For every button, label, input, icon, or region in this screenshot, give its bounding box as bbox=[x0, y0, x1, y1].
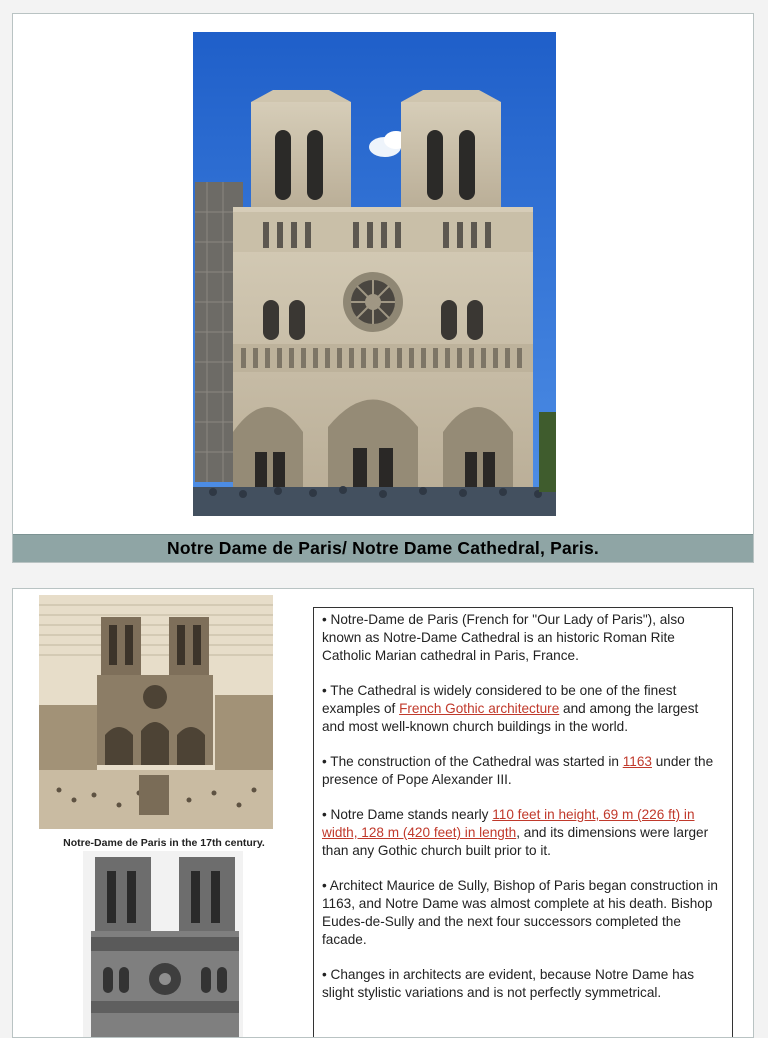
cathedral-photo bbox=[193, 32, 556, 516]
engraving-caption: Notre-Dame de Paris in the 17th century. bbox=[63, 837, 265, 849]
link-1163[interactable]: 1163 bbox=[622, 754, 652, 769]
paragraph-gothic: • The Cathedral is widely considered to be one of the finest examples of French Gothic architecture and among the largest and most well-known church buildings in the world. bbox=[322, 683, 699, 734]
paragraph-architect: • Architect Maurice de Sully, Bishop of Paris began construction in 1163, and Notre Dame was almost complete at his death. Bishop Eudes-de-Sully and the next four successors completed the facade. bbox=[322, 878, 718, 947]
paragraph-name: • Notre-Dame de Paris (French for "Our Lady of Paris"), also known as Notre-Dame Cathedral is an historic Roman Rite Catholic Marian cathedral in Paris, France. bbox=[322, 612, 685, 663]
paragraph-changes: • Changes in architects are evident, because Notre Dame has slight stylistic variations and is not perfectly symmetrical. bbox=[322, 967, 694, 1000]
engraving-facade bbox=[83, 851, 243, 1038]
link-dimensions[interactable]: 110 feet in height, 69 m (226 ft) in width, 128 m (420 feet) in length bbox=[322, 807, 695, 840]
paragraph-dimensions: • Notre Dame stands nearly 110 feet in height, 69 m (226 ft) in width, 128 m (420 feet) in length, and its dimensions were larger than any Gothic church built prior to it. bbox=[322, 807, 709, 858]
slide-cathedral-photo bbox=[12, 13, 754, 563]
link-french-gothic[interactable]: French Gothic architecture bbox=[399, 701, 560, 716]
title-bar bbox=[13, 534, 753, 562]
slide-cathedral-info bbox=[12, 588, 754, 1038]
slide-title: Notre Dame de Paris/ Notre Dame Cathedral, Paris. bbox=[167, 538, 599, 558]
description-text-box bbox=[313, 607, 733, 1038]
paragraph-construction: • The construction of the Cathedral was started in 1163 under the presence of Pope Alexander III. bbox=[322, 754, 714, 787]
engraving-17th-century bbox=[39, 595, 273, 829]
